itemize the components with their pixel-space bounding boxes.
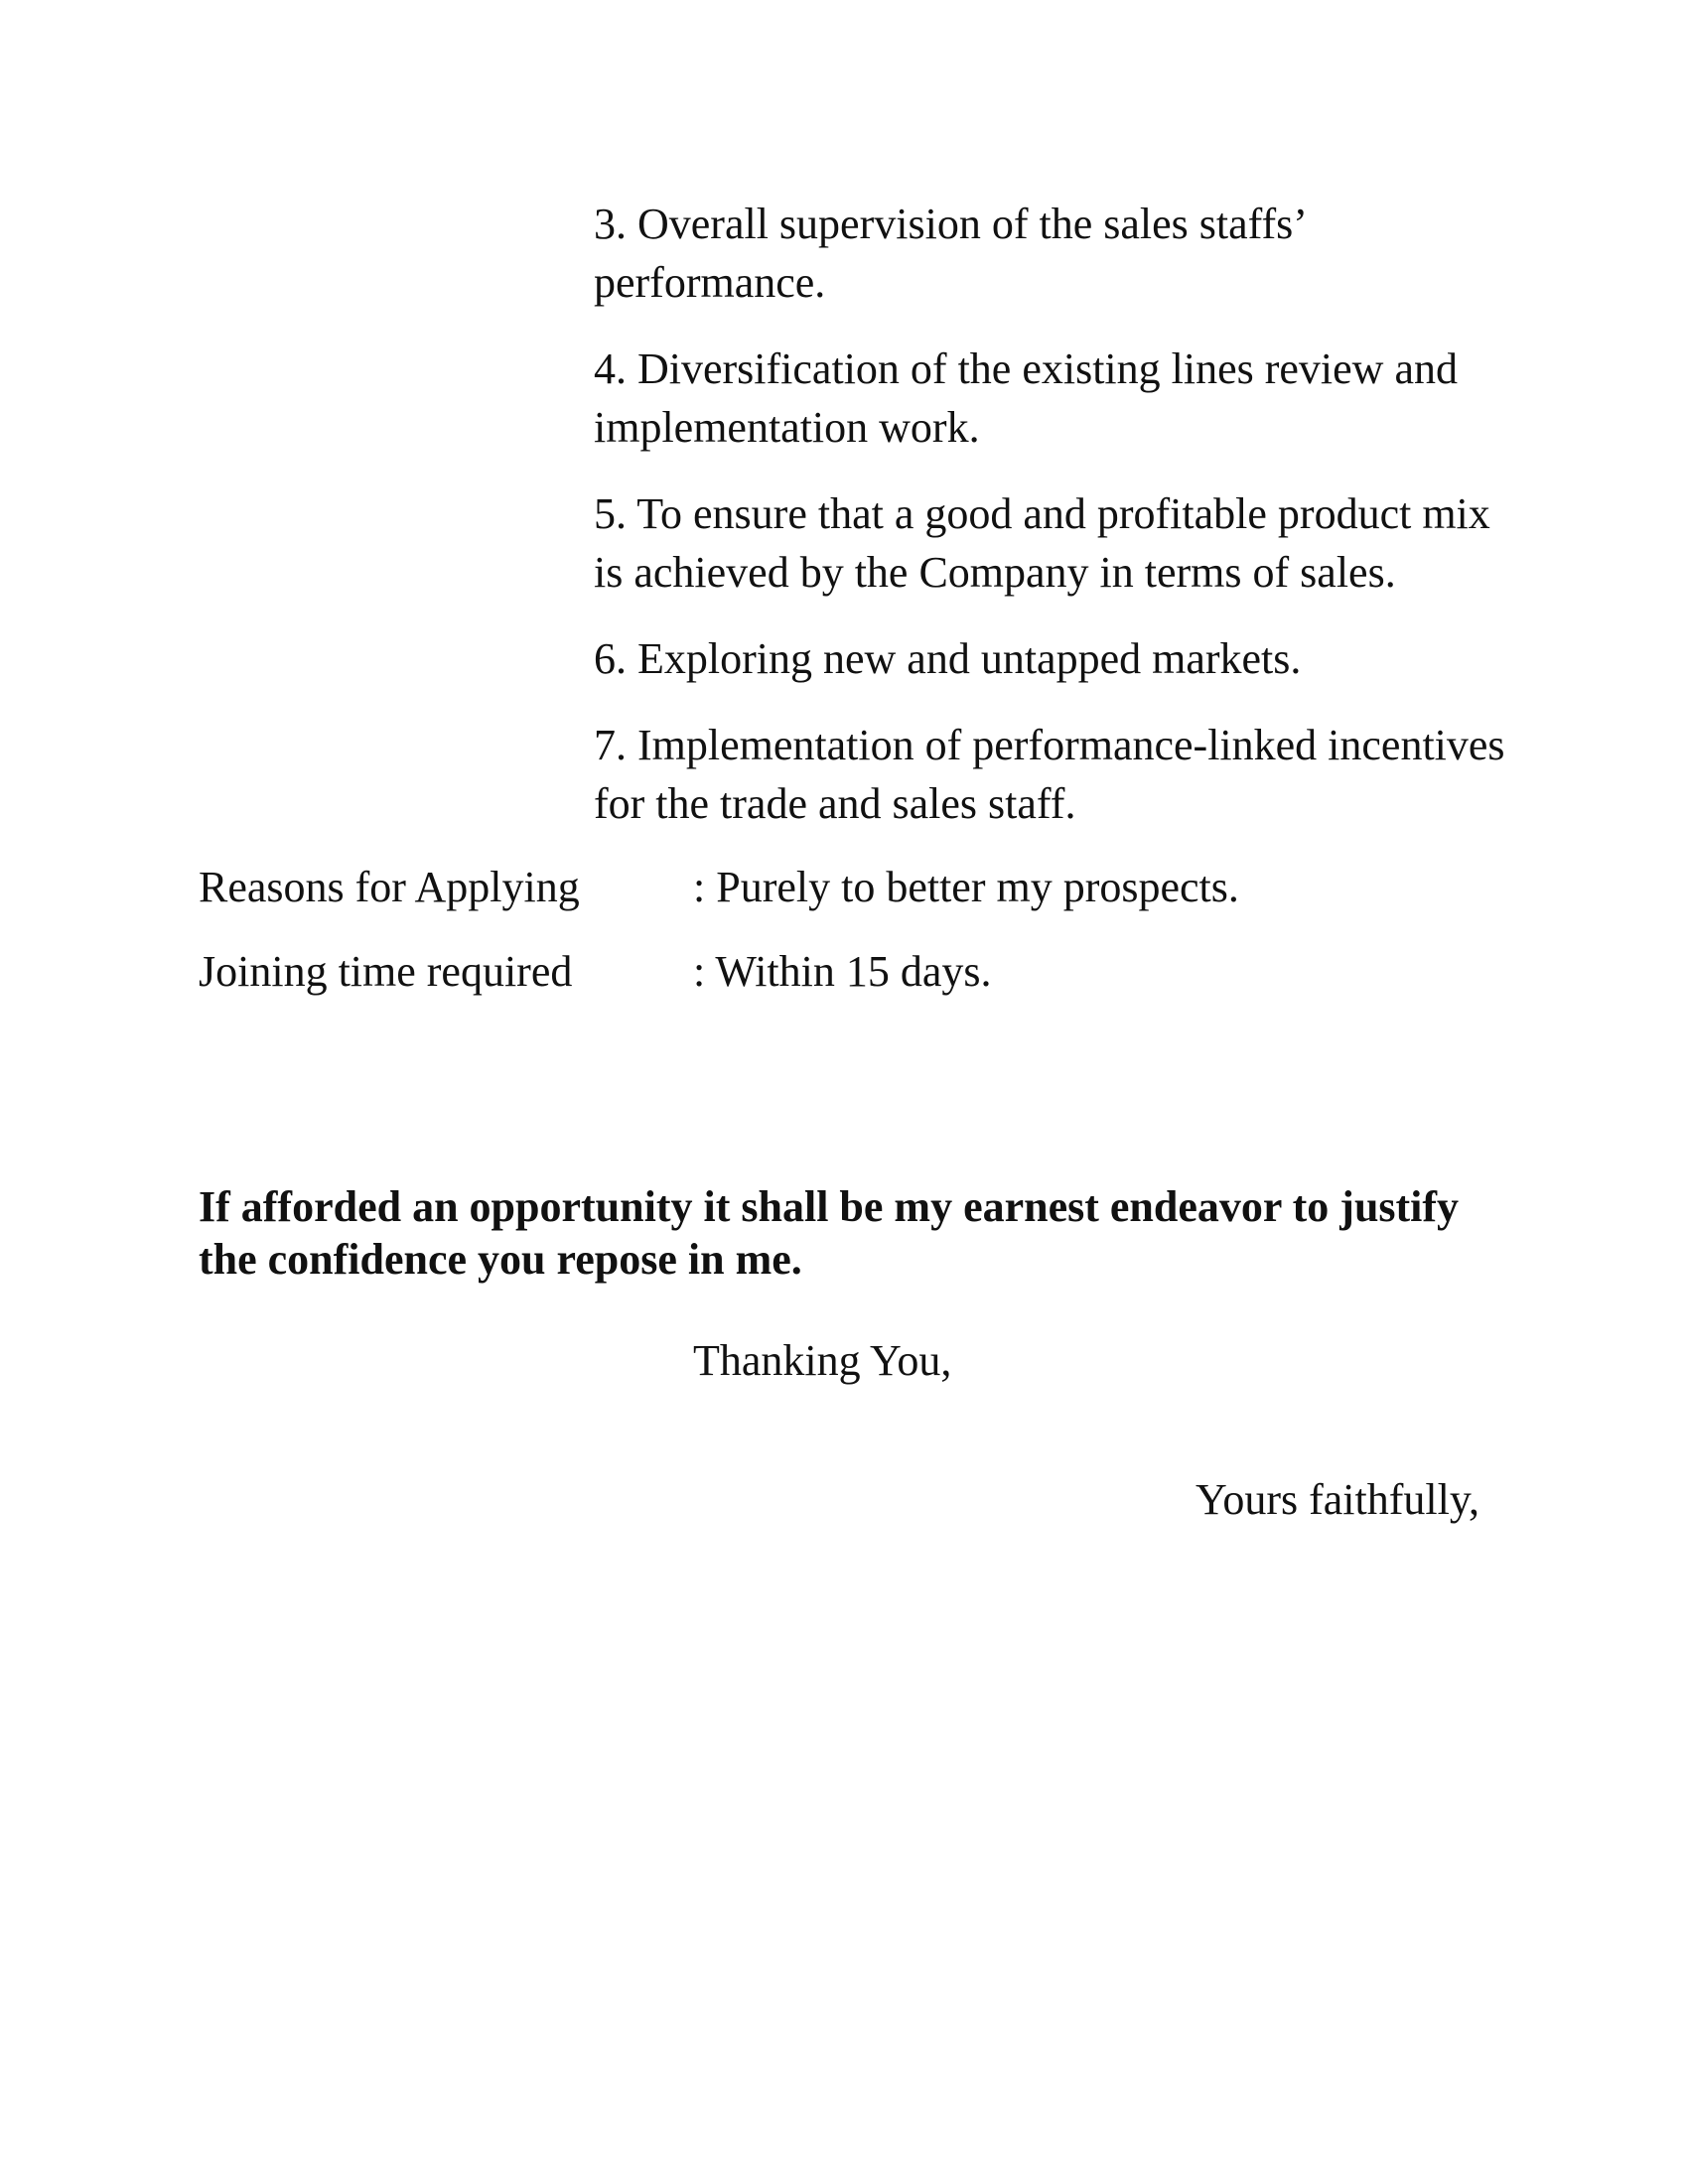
duty-item: 7. Implementation of performance-linked incentives for the trade and sales staff.	[594, 721, 1505, 828]
signoff-line: Yours faithfully,	[1195, 1475, 1479, 1524]
duty-item: 6. Exploring new and untapped markets.	[594, 634, 1302, 683]
joining-time-value: : Within 15 days.	[693, 947, 992, 996]
duties-list	[594, 195, 1507, 861]
duty-item: 4. Diversification of the existing lines review and implementation work.	[594, 344, 1458, 452]
duty-item: 3. Overall supervision of the sales staffs’ performance.	[594, 200, 1305, 307]
reasons-row	[199, 858, 1509, 916]
duty-item: 5. To ensure that a good and profitable product mix is achieved by the Company in terms of sales.	[594, 489, 1490, 597]
thanking-line: Thanking You,	[693, 1336, 952, 1385]
reasons-label: Reasons for Applying	[199, 863, 580, 911]
joining-time-label: Joining time required	[199, 947, 573, 996]
reasons-value: : Purely to better my prospects.	[693, 863, 1239, 911]
closing-statement: If afforded an opportunity it shall be my earnest endeavor to justify the confidence you repose in me.	[199, 1182, 1460, 1284]
joining-time-row	[199, 942, 1509, 1001]
